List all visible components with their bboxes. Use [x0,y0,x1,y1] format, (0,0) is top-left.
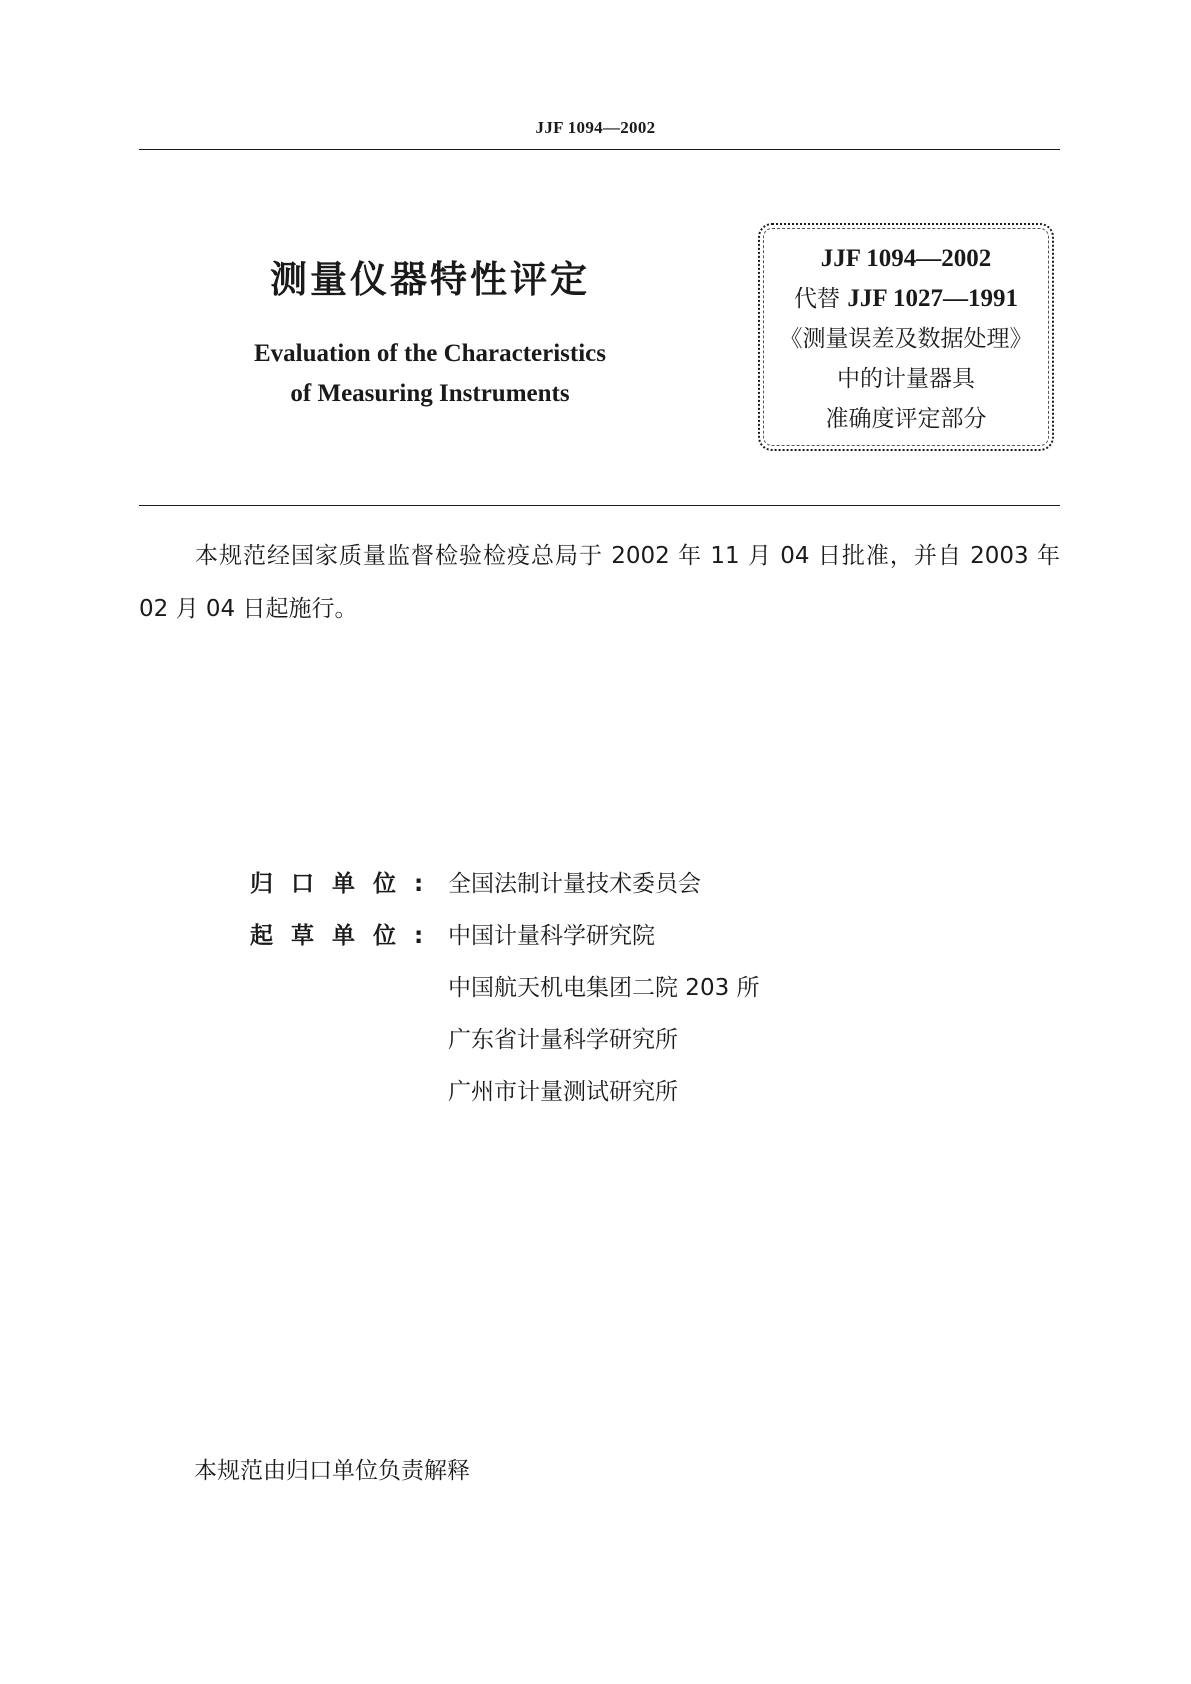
replacement-box-line-4: 中的计量器具 [837,366,975,392]
replacement-box-line-3: 《测量误差及数据处理》 [779,326,1033,352]
responsible-unit-label: 归口单位: [250,871,442,897]
replacement-box-code: JJF 1094—2002 [820,245,992,272]
title-block [200,256,660,414]
replaces-code: JJF 1027—1991 [847,285,1018,312]
approval-statement: 本规范经国家质量监督检验检疫总局于 2002 年 11 月 04 日批准，并自 2003 年 02 月 04 日起施行。 [139,543,1060,622]
drafting-unit-row [250,920,655,952]
title-divider [139,505,1060,506]
drafting-unit-1: 中国计量科学研究院 [448,923,655,949]
drafting-unit-3: 广东省计量科学研究所 [448,1027,678,1053]
responsible-unit-value: 全国法制计量技术委员会 [448,871,701,897]
replacement-box-line-5: 准确度评定部分 [825,406,987,432]
replacement-box-replaces [760,279,1052,319]
drafting-unit-4: 广州市计量测试研究所 [448,1079,678,1105]
drafting-unit-label: 起草单位: [250,923,442,949]
header-divider [139,149,1060,150]
drafting-unit-2: 中国航天机电集团二院 203 所 [448,975,760,1001]
title-english-line-1: Evaluation of the Characteristics [253,340,607,367]
title-english-line-2: of Measuring Instruments [290,380,570,407]
responsible-unit-row [250,868,701,900]
running-header-code: JJF 1094—2002 [535,118,656,137]
replaces-prefix: 代替 [794,286,841,312]
title-chinese: 测量仪器特性评定 [270,258,590,301]
replacement-box [758,223,1054,451]
title-english [200,334,660,414]
interpretation-note: 本规范由归口单位负责解释 [194,1458,470,1484]
